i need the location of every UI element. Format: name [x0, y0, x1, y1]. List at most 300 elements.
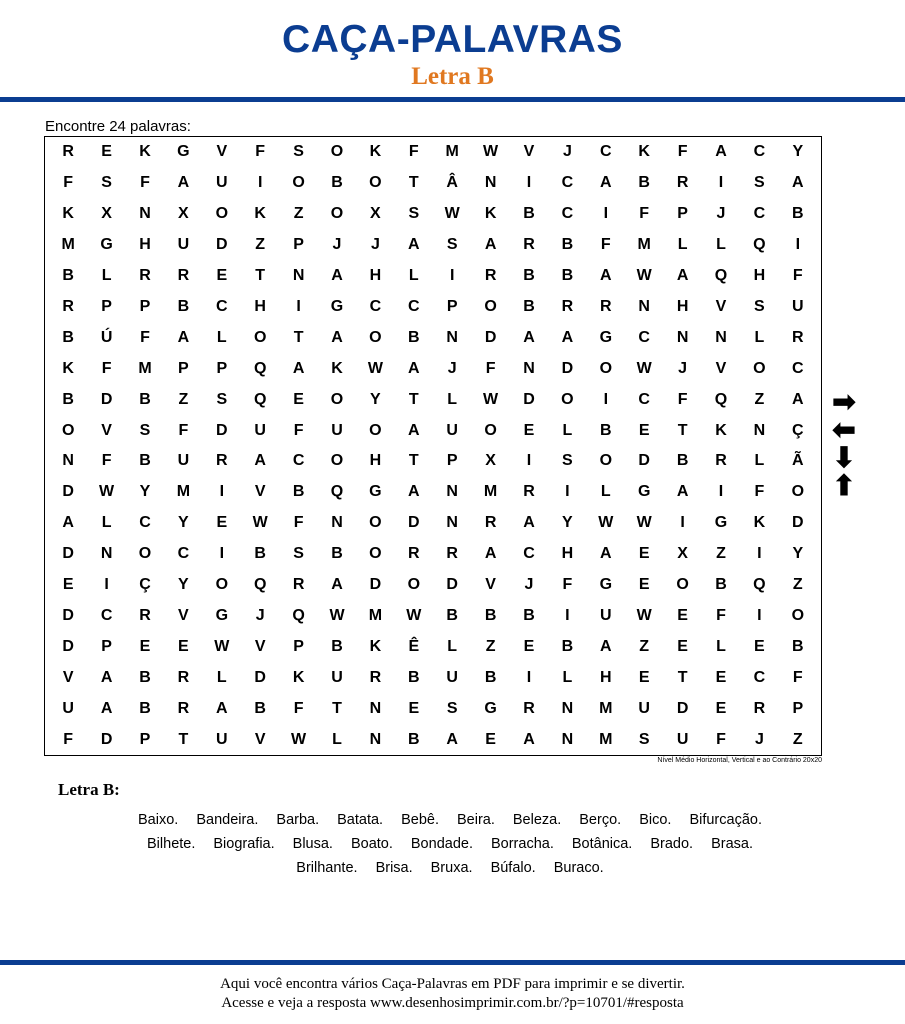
- grid-letter[interactable]: E: [62, 576, 74, 594]
- grid-letter[interactable]: A: [254, 452, 266, 470]
- grid-letter[interactable]: L: [408, 267, 419, 285]
- grid-letter[interactable]: F: [63, 174, 74, 192]
- grid-letter[interactable]: Q: [253, 576, 267, 594]
- grid-letter[interactable]: Z: [178, 390, 189, 408]
- grid-letter[interactable]: B: [177, 297, 190, 315]
- grid-letter[interactable]: A: [292, 359, 305, 377]
- grid-letter[interactable]: A: [523, 730, 535, 748]
- grid-letter[interactable]: E: [638, 545, 650, 563]
- grid-letter[interactable]: I: [449, 267, 455, 285]
- grid-letter[interactable]: W: [636, 514, 652, 532]
- grid-letter[interactable]: Y: [178, 576, 189, 594]
- grid-letter[interactable]: G: [599, 576, 613, 594]
- grid-letter[interactable]: A: [62, 514, 74, 532]
- grid-letter[interactable]: O: [599, 359, 613, 377]
- grid-letter[interactable]: B: [446, 606, 458, 624]
- grid-letter[interactable]: A: [676, 267, 689, 285]
- grid-letter[interactable]: F: [101, 452, 112, 470]
- grid-letter[interactable]: K: [331, 359, 343, 377]
- grid-letter[interactable]: U: [331, 421, 343, 439]
- grid-letter[interactable]: U: [600, 606, 612, 624]
- grid-letter[interactable]: N: [523, 359, 535, 377]
- grid-letter[interactable]: F: [792, 267, 803, 285]
- grid-letter[interactable]: Y: [139, 483, 151, 501]
- grid-letter[interactable]: M: [176, 483, 191, 501]
- grid-letter[interactable]: R: [177, 668, 190, 686]
- grid-letter[interactable]: P: [792, 699, 804, 717]
- grid-letter[interactable]: L: [716, 637, 726, 655]
- grid-letter[interactable]: A: [216, 699, 228, 717]
- grid-letter[interactable]: S: [754, 297, 765, 315]
- grid-letter[interactable]: L: [754, 328, 765, 346]
- grid-letter[interactable]: L: [216, 328, 227, 346]
- grid-letter[interactable]: S: [562, 452, 573, 470]
- grid-letter[interactable]: N: [561, 699, 574, 717]
- grid-letter[interactable]: B: [139, 699, 151, 717]
- grid-letter[interactable]: U: [216, 730, 228, 748]
- grid-letter[interactable]: A: [561, 328, 574, 346]
- grid-letter[interactable]: O: [330, 452, 344, 470]
- grid-letter[interactable]: L: [754, 452, 765, 470]
- grid-letter[interactable]: C: [753, 143, 766, 161]
- grid-letter[interactable]: T: [332, 699, 342, 717]
- grid-letter[interactable]: A: [408, 483, 420, 501]
- grid-letter[interactable]: U: [638, 699, 650, 717]
- grid-letter[interactable]: F: [485, 359, 496, 377]
- grid-letter[interactable]: A: [331, 267, 343, 285]
- grid-letter[interactable]: R: [292, 576, 305, 594]
- grid-letter[interactable]: I: [603, 205, 609, 223]
- grid-letter[interactable]: B: [561, 236, 574, 254]
- grid-letter[interactable]: G: [637, 483, 651, 501]
- grid-letter[interactable]: D: [254, 668, 266, 686]
- grid-letter[interactable]: A: [177, 174, 190, 192]
- grid-letter[interactable]: N: [292, 267, 305, 285]
- grid-letter[interactable]: O: [330, 205, 344, 223]
- grid-letter[interactable]: B: [62, 267, 74, 285]
- grid-letter[interactable]: W: [636, 606, 652, 624]
- grid-letter[interactable]: O: [369, 421, 382, 439]
- grid-letter[interactable]: A: [484, 236, 497, 254]
- grid-letter[interactable]: W: [406, 606, 422, 624]
- grid-letter[interactable]: R: [676, 174, 689, 192]
- grid-letter[interactable]: E: [139, 637, 151, 655]
- grid-letter[interactable]: R: [561, 297, 574, 315]
- grid-letter[interactable]: F: [677, 143, 688, 161]
- grid-letter[interactable]: M: [138, 359, 152, 377]
- grid-letter[interactable]: D: [100, 730, 113, 748]
- grid-letter[interactable]: F: [716, 730, 726, 748]
- grid-letter[interactable]: C: [792, 359, 804, 377]
- grid-letter[interactable]: G: [369, 483, 382, 501]
- grid-letter[interactable]: B: [792, 205, 804, 223]
- grid-letter[interactable]: U: [62, 699, 74, 717]
- grid-letter[interactable]: O: [791, 606, 805, 624]
- grid-letter[interactable]: I: [718, 174, 724, 192]
- grid-letter[interactable]: L: [447, 390, 458, 408]
- grid-letter[interactable]: P: [101, 637, 112, 655]
- grid-letter[interactable]: Q: [292, 606, 305, 624]
- grid-letter[interactable]: J: [562, 143, 572, 161]
- grid-letter[interactable]: G: [100, 236, 113, 254]
- grid-letter[interactable]: L: [216, 668, 227, 686]
- grid-letter[interactable]: L: [562, 668, 573, 686]
- grid-letter[interactable]: P: [293, 236, 304, 254]
- grid-letter[interactable]: B: [331, 545, 343, 563]
- grid-letter[interactable]: F: [562, 576, 573, 594]
- grid-letter[interactable]: Ç: [139, 576, 151, 594]
- grid-letter[interactable]: B: [408, 328, 420, 346]
- grid-letter[interactable]: B: [638, 174, 650, 192]
- grid-letter[interactable]: B: [792, 637, 804, 655]
- grid-letter[interactable]: W: [636, 267, 652, 285]
- grid-letter[interactable]: L: [677, 236, 688, 254]
- grid-letter[interactable]: P: [178, 359, 189, 377]
- grid-letter[interactable]: A: [446, 730, 458, 748]
- grid-letter[interactable]: V: [254, 730, 266, 748]
- grid-letter[interactable]: E: [754, 637, 765, 655]
- grid-letter[interactable]: E: [293, 390, 304, 408]
- grid-letter[interactable]: I: [565, 483, 570, 501]
- grid-letter[interactable]: A: [600, 174, 612, 192]
- grid-letter[interactable]: T: [293, 328, 304, 346]
- grid-letter[interactable]: O: [407, 576, 421, 594]
- grid-letter[interactable]: B: [408, 668, 420, 686]
- grid-letter[interactable]: B: [484, 606, 497, 624]
- grid-letter[interactable]: E: [485, 730, 496, 748]
- grid-letter[interactable]: Q: [753, 576, 766, 594]
- grid-letter[interactable]: W: [252, 514, 268, 532]
- grid-letter[interactable]: B: [561, 637, 574, 655]
- grid-letter[interactable]: J: [332, 236, 342, 254]
- grid-letter[interactable]: I: [526, 174, 532, 192]
- grid-letter[interactable]: Y: [562, 514, 573, 532]
- grid-letter[interactable]: F: [600, 236, 611, 254]
- grid-letter[interactable]: O: [61, 421, 75, 439]
- grid-letter[interactable]: J: [716, 205, 726, 223]
- grid-letter[interactable]: Y: [370, 390, 381, 408]
- grid-letter[interactable]: S: [446, 236, 458, 254]
- grid-letter[interactable]: D: [484, 328, 497, 346]
- grid-letter[interactable]: C: [561, 205, 574, 223]
- grid-letter[interactable]: D: [561, 359, 574, 377]
- grid-letter[interactable]: X: [101, 205, 112, 223]
- grid-letter[interactable]: O: [215, 576, 229, 594]
- grid-letter[interactable]: W: [367, 359, 383, 377]
- grid-letter[interactable]: S: [101, 174, 112, 192]
- grid-letter[interactable]: F: [754, 483, 765, 501]
- grid-letter[interactable]: B: [139, 390, 151, 408]
- grid-letter[interactable]: Z: [792, 576, 803, 594]
- grid-letter[interactable]: K: [62, 205, 74, 223]
- grid-letter[interactable]: E: [677, 606, 688, 624]
- grid-letter[interactable]: V: [254, 483, 266, 501]
- grid-letter[interactable]: X: [485, 452, 496, 470]
- grid-letter[interactable]: W: [636, 359, 652, 377]
- grid-letter[interactable]: E: [715, 668, 727, 686]
- grid-letter[interactable]: N: [331, 514, 343, 532]
- grid-letter[interactable]: D: [62, 483, 74, 501]
- grid-letter[interactable]: A: [484, 545, 497, 563]
- grid-letter[interactable]: B: [292, 483, 305, 501]
- grid-letter[interactable]: F: [293, 699, 304, 717]
- grid-letter[interactable]: D: [100, 390, 113, 408]
- grid-letter[interactable]: D: [792, 514, 804, 532]
- grid-letter[interactable]: H: [600, 668, 612, 686]
- grid-letter[interactable]: F: [293, 514, 304, 532]
- grid-letter[interactable]: B: [408, 730, 420, 748]
- grid-letter[interactable]: G: [215, 606, 229, 624]
- grid-letter[interactable]: D: [369, 576, 382, 594]
- grid-letter[interactable]: S: [754, 174, 765, 192]
- grid-letter[interactable]: I: [219, 545, 225, 563]
- grid-letter[interactable]: Ú: [100, 328, 113, 346]
- grid-letter[interactable]: B: [139, 452, 151, 470]
- grid-letter[interactable]: Q: [330, 483, 344, 501]
- grid-letter[interactable]: A: [792, 174, 804, 192]
- grid-letter[interactable]: C: [100, 606, 113, 624]
- grid-letter[interactable]: R: [408, 545, 420, 563]
- grid-letter[interactable]: O: [215, 205, 229, 223]
- grid-letter[interactable]: L: [332, 730, 342, 748]
- grid-letter[interactable]: B: [715, 576, 727, 594]
- grid-letter[interactable]: H: [139, 236, 151, 254]
- grid-letter[interactable]: A: [100, 668, 113, 686]
- grid-letter[interactable]: N: [484, 174, 497, 192]
- grid-letter[interactable]: I: [565, 606, 570, 624]
- grid-letter[interactable]: Z: [792, 730, 803, 748]
- grid-letter[interactable]: N: [676, 328, 689, 346]
- grid-letter[interactable]: Y: [792, 545, 804, 563]
- grid-letter[interactable]: T: [408, 452, 419, 470]
- grid-letter[interactable]: A: [408, 359, 420, 377]
- grid-letter[interactable]: I: [757, 545, 762, 563]
- grid-letter[interactable]: I: [257, 174, 263, 192]
- grid-letter[interactable]: W: [214, 637, 230, 655]
- grid-letter[interactable]: E: [216, 267, 228, 285]
- grid-letter[interactable]: S: [408, 205, 420, 223]
- grid-letter[interactable]: S: [216, 390, 228, 408]
- grid-letter[interactable]: E: [638, 421, 650, 439]
- grid-letter[interactable]: O: [484, 297, 497, 315]
- grid-letter[interactable]: L: [447, 637, 458, 655]
- grid-letter[interactable]: A: [600, 545, 612, 563]
- grid-letter[interactable]: B: [561, 267, 574, 285]
- grid-letter[interactable]: N: [62, 452, 74, 470]
- grid-letter[interactable]: A: [100, 699, 113, 717]
- grid-letter[interactable]: P: [446, 452, 458, 470]
- grid-letter[interactable]: F: [255, 143, 266, 161]
- grid-letter[interactable]: R: [216, 452, 228, 470]
- grid-letter[interactable]: O: [561, 390, 574, 408]
- grid-letter[interactable]: U: [254, 421, 266, 439]
- grid-letter[interactable]: V: [715, 359, 727, 377]
- grid-letter[interactable]: Q: [753, 236, 766, 254]
- grid-letter[interactable]: G: [330, 297, 344, 315]
- grid-letter[interactable]: R: [523, 483, 535, 501]
- grid-letter[interactable]: W: [444, 205, 460, 223]
- grid-letter[interactable]: O: [791, 483, 805, 501]
- grid-letter[interactable]: B: [523, 606, 535, 624]
- grid-letter[interactable]: H: [369, 267, 382, 285]
- grid-letter[interactable]: K: [139, 143, 151, 161]
- grid-letter[interactable]: F: [293, 421, 304, 439]
- grid-letter[interactable]: T: [408, 174, 419, 192]
- grid-letter[interactable]: H: [676, 297, 689, 315]
- grid-letter[interactable]: A: [331, 576, 343, 594]
- grid-letter[interactable]: D: [62, 545, 74, 563]
- grid-letter[interactable]: E: [677, 637, 688, 655]
- grid-letter[interactable]: Q: [253, 390, 267, 408]
- grid-letter[interactable]: L: [562, 421, 573, 439]
- grid-letter[interactable]: A: [523, 514, 535, 532]
- grid-letter[interactable]: W: [483, 143, 499, 161]
- grid-letter[interactable]: Q: [253, 359, 267, 377]
- grid-letter[interactable]: V: [178, 606, 189, 624]
- grid-letter[interactable]: I: [526, 452, 532, 470]
- grid-letter[interactable]: O: [369, 174, 382, 192]
- grid-letter[interactable]: I: [757, 606, 762, 624]
- grid-letter[interactable]: A: [715, 143, 727, 161]
- grid-letter[interactable]: W: [291, 730, 307, 748]
- grid-letter[interactable]: C: [177, 545, 190, 563]
- grid-letter[interactable]: W: [598, 514, 614, 532]
- grid-letter[interactable]: D: [216, 236, 228, 254]
- grid-letter[interactable]: B: [523, 205, 535, 223]
- grid-letter[interactable]: C: [561, 174, 574, 192]
- grid-letter[interactable]: L: [716, 236, 726, 254]
- grid-letter[interactable]: B: [139, 668, 151, 686]
- grid-letter[interactable]: T: [677, 421, 688, 439]
- grid-letter[interactable]: N: [139, 205, 151, 223]
- grid-letter[interactable]: E: [101, 143, 112, 161]
- grid-letter[interactable]: L: [600, 483, 611, 501]
- grid-letter[interactable]: N: [561, 730, 574, 748]
- grid-letter[interactable]: O: [369, 328, 382, 346]
- grid-letter[interactable]: P: [677, 205, 688, 223]
- grid-letter[interactable]: C: [600, 143, 612, 161]
- grid-letter[interactable]: J: [754, 730, 764, 748]
- grid-letter[interactable]: M: [445, 143, 459, 161]
- grid-letter[interactable]: K: [715, 421, 727, 439]
- grid-letter[interactable]: D: [676, 699, 689, 717]
- grid-letter[interactable]: Y: [178, 514, 189, 532]
- grid-letter[interactable]: B: [523, 267, 535, 285]
- grid-letter[interactable]: O: [292, 174, 305, 192]
- grid-letter[interactable]: B: [676, 452, 689, 470]
- grid-letter[interactable]: N: [369, 699, 382, 717]
- grid-letter[interactable]: G: [484, 699, 497, 717]
- grid-letter[interactable]: A: [523, 328, 535, 346]
- grid-letter[interactable]: I: [219, 483, 225, 501]
- grid-letter[interactable]: N: [446, 483, 458, 501]
- grid-letter[interactable]: O: [369, 545, 382, 563]
- grid-letter[interactable]: K: [369, 143, 382, 161]
- grid-letter[interactable]: O: [330, 143, 344, 161]
- grid-letter[interactable]: C: [139, 514, 151, 532]
- grid-letter[interactable]: D: [62, 606, 74, 624]
- grid-letter[interactable]: R: [600, 297, 612, 315]
- grid-letter[interactable]: E: [408, 699, 420, 717]
- grid-letter[interactable]: N: [638, 297, 650, 315]
- grid-letter[interactable]: C: [638, 328, 650, 346]
- grid-letter[interactable]: X: [370, 205, 381, 223]
- grid-letter[interactable]: N: [715, 328, 727, 346]
- grid-letter[interactable]: C: [523, 545, 535, 563]
- grid-letter[interactable]: W: [99, 483, 115, 501]
- grid-letter[interactable]: E: [638, 576, 650, 594]
- grid-letter[interactable]: A: [676, 483, 689, 501]
- grid-letter[interactable]: P: [101, 297, 112, 315]
- grid-letter[interactable]: K: [753, 514, 766, 532]
- grid-letter[interactable]: E: [523, 421, 535, 439]
- grid-letter[interactable]: U: [177, 236, 190, 254]
- grid-letter[interactable]: M: [599, 730, 613, 748]
- grid-letter[interactable]: M: [368, 606, 383, 624]
- grid-letter[interactable]: R: [484, 267, 497, 285]
- grid-letter[interactable]: C: [216, 297, 228, 315]
- grid-letter[interactable]: U: [446, 668, 458, 686]
- grid-letter[interactable]: T: [677, 668, 688, 686]
- grid-letter[interactable]: J: [255, 606, 265, 624]
- grid-letter[interactable]: N: [100, 545, 113, 563]
- grid-letter[interactable]: B: [523, 297, 535, 315]
- grid-letter[interactable]: G: [177, 143, 190, 161]
- grid-letter[interactable]: F: [716, 606, 726, 624]
- grid-letter[interactable]: R: [715, 452, 727, 470]
- grid-letter[interactable]: U: [331, 668, 343, 686]
- grid-letter[interactable]: O: [369, 514, 382, 532]
- grid-letter[interactable]: W: [329, 606, 345, 624]
- grid-letter[interactable]: R: [446, 545, 458, 563]
- grid-letter[interactable]: B: [600, 421, 612, 439]
- grid-letter[interactable]: S: [293, 143, 304, 161]
- grid-letter[interactable]: G: [714, 514, 728, 532]
- grid-letter[interactable]: A: [177, 328, 190, 346]
- grid-letter[interactable]: P: [139, 297, 151, 315]
- grid-letter[interactable]: B: [254, 699, 266, 717]
- grid-letter[interactable]: R: [523, 699, 535, 717]
- grid-letter[interactable]: P: [446, 297, 458, 315]
- grid-letter[interactable]: D: [638, 452, 650, 470]
- grid-letter[interactable]: U: [177, 452, 190, 470]
- grid-letter[interactable]: P: [293, 637, 304, 655]
- grid-letter[interactable]: N: [446, 328, 458, 346]
- grid-letter[interactable]: Ç: [792, 421, 804, 439]
- grid-letter[interactable]: E: [715, 699, 727, 717]
- grid-letter[interactable]: E: [523, 637, 535, 655]
- grid-letter[interactable]: B: [62, 390, 74, 408]
- grid-letter[interactable]: Z: [255, 236, 266, 254]
- grid-letter[interactable]: W: [483, 390, 499, 408]
- grid-letter[interactable]: F: [792, 668, 803, 686]
- grid-letter[interactable]: F: [140, 328, 150, 346]
- grid-letter[interactable]: A: [600, 637, 612, 655]
- grid-letter[interactable]: D: [216, 421, 228, 439]
- grid-letter[interactable]: N: [753, 421, 766, 439]
- grid-letter[interactable]: Q: [714, 267, 728, 285]
- grid-letter[interactable]: O: [138, 545, 152, 563]
- grid-letter[interactable]: N: [446, 514, 458, 532]
- grid-letter[interactable]: H: [753, 267, 766, 285]
- grid-letter[interactable]: F: [639, 205, 650, 223]
- grid-letter[interactable]: K: [292, 668, 305, 686]
- grid-letter[interactable]: E: [638, 668, 650, 686]
- grid-letter[interactable]: M: [483, 483, 498, 501]
- grid-letter[interactable]: D: [523, 390, 535, 408]
- grid-letter[interactable]: F: [101, 359, 112, 377]
- grid-letter[interactable]: R: [792, 328, 804, 346]
